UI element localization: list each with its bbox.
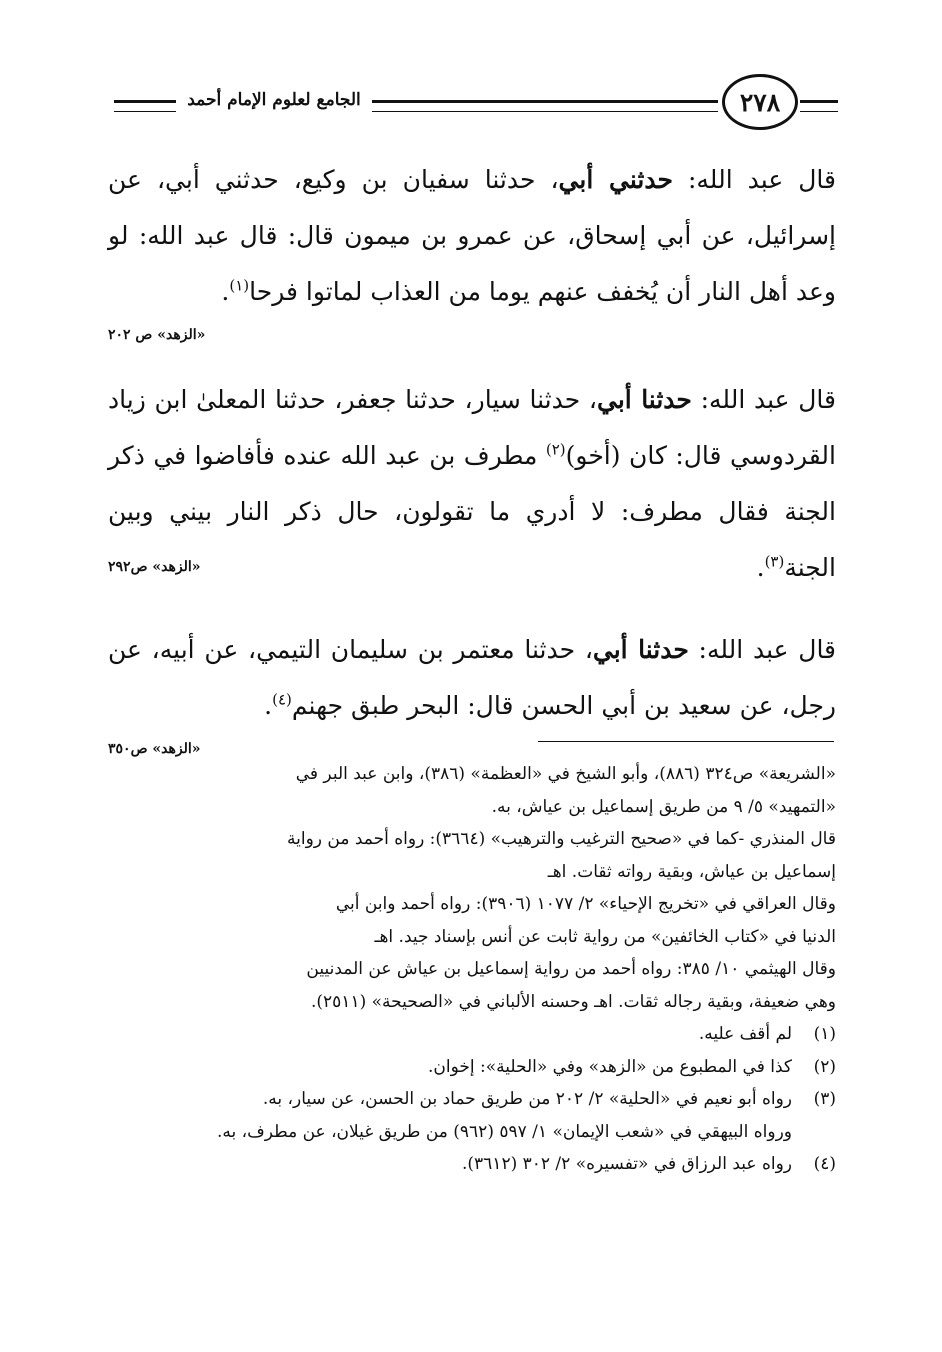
footnote-continuation-line: وقال العراقي في «تخريج الإحياء» ٢/ ١٠٧٧ (٣٩٠٦): رواه أحمد وابن أبي (335, 894, 836, 914)
footnote-text: كذا في المطبوع من «الزهد» وفي «الحلية»: إخوان. (427, 1056, 792, 1077)
footnote-continuation-line: وهي ضعيفة، وبقية رجاله ثقات. اهـ وحسنه الألباني في «الصحيحة» (٢٥١١). (311, 991, 836, 1012)
page-number: ٢٧٨ (722, 74, 798, 130)
footnote-continuation-line: إسماعيل بن عياش، وبقية رواته ثقات. اهـ (547, 861, 836, 882)
footnote-number: (١) (813, 1024, 836, 1044)
footnote-continuation-line: الدنيا في «كتاب الخائفين» من رواية ثابت عن أنس بإسناد جيد. اهـ (374, 926, 836, 947)
narration-3-bold: حدثنا أبي (592, 635, 689, 664)
footnote-number: (٤) (813, 1154, 836, 1174)
footnote-4 (108, 1148, 836, 1181)
source-citation-3: «الزهد» ص٣٥٠ (108, 741, 201, 757)
main-text (108, 152, 836, 764)
running-title: الجامع لعلوم الإمام أحمد (187, 90, 361, 110)
footnote-3 (108, 1083, 836, 1148)
footnote-text: رواه عبد الرزاق في «تفسيره» ٢/ ٣٠٢ (٣٦١٢). (462, 1154, 792, 1174)
footnote-ref-1: (١) (229, 276, 250, 295)
footnote-2 (108, 1051, 836, 1084)
footnote-line: رواه أبو نعيم في «الحلية» ٢/ ٢٠٢ من طريق حماد بن الحسن، عن سيار، به. (262, 1089, 792, 1109)
footnote-continuation-line: «الشريعة» ص٣٢٤ (٨٨٦)، وأبو الشيخ في «العظمة» (٣٨٦)، وابن عبد البر في (295, 764, 836, 784)
footnotes (108, 758, 836, 1181)
header-rule-right (800, 100, 838, 112)
narration-2: قال عبد الله: حدثنا أبي، حدثنا سيار، حدثنا جعفر، حدثنا المعلىٰ ابن زياد القردوسي قال: كان (أخو)$^{(٢)}$ مطرف بن عبد الله عنده فأفاضوا في ذكر الجنة فقال مطرف: لا أدري ما تقولون، حال ذكر النار بيني وبين الجنة$^{(٣)}$. (108, 385, 836, 582)
narration-1: قال عبد الله: حدثني أبي، حدثنا سفيان بن وكيع، حدثني أبي، عن إسرائيل، عن أبي إسحاق، عن عمرو بن ميمون قال: قال عبد الله: لو وعد أهل النار أن يُخفف عنهم يوما من العذاب لماتوا فرحا$^{(١)}$. (108, 165, 836, 306)
footnote-ref-2: (٢) (545, 440, 566, 459)
footnote-text (108, 1083, 792, 1148)
narration-2-bold: حدثنا أبي (596, 385, 692, 414)
footnote-continuation-line: وقال الهيثمي ١٠/ ٣٨٥: رواه أحمد من رواية إسماعيل بن عياش عن المدنيين (306, 959, 836, 979)
footnote-ref-4: (٤) (272, 690, 292, 709)
footnote-continuation-line: قال المنذري -كما في «صحيح الترغيب والترهيب» (٣٦٦٤): رواه أحمد من رواية (287, 829, 836, 849)
footnote-line: ورواه البيهقي في «شعب الإيمان» ١/ ٥٩٧ (٩٦٢) من طريق غيلان، عن مطرف، به. (216, 1121, 792, 1142)
narration-3: قال عبد الله: حدثنا أبي، حدثنا معتمر بن سليمان التيمي، عن أبيه، عن رجل، عن سعيد بن أبي الحسن قال: البحر طبق جهنم$^{(٤)}$. (108, 635, 837, 720)
footnote-text: لم أقف عليه. (698, 1024, 792, 1044)
footnote-number: (٢) (813, 1056, 836, 1077)
footnote-1 (108, 1018, 836, 1051)
footnote-number: (٣) (813, 1089, 836, 1109)
footnote-continuation-line: «التمهيد» ٥/ ٩ من طريق إسماعيل بن عياش، به. (491, 796, 836, 817)
narration-1-bold: حدثني أبي (558, 165, 673, 194)
source-citation-1: «الزهد» ص ٢٠٢ (108, 327, 206, 343)
footnote-separator (538, 741, 834, 742)
header-rule-left (114, 100, 176, 112)
footnote-ref-3: (٣) (764, 552, 785, 571)
source-citation-2: «الزهد» ص٢٩٢ (108, 559, 201, 575)
header-rule-middle (372, 100, 718, 112)
page-header (100, 70, 838, 138)
